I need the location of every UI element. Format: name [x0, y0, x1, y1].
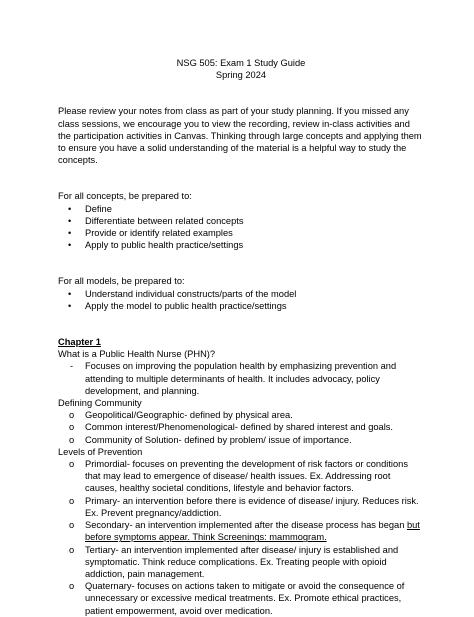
list-item: • Apply the model to public health practice/settings [58, 300, 424, 312]
list-item: • Apply to public health practice/settings [58, 239, 424, 251]
spacer [58, 312, 424, 324]
circle-bullet-icon: o [69, 544, 75, 555]
list-item: • Understand individual constructs/parts of the model [58, 288, 424, 300]
circle-bullet-icon: o [69, 495, 75, 506]
concepts-list [58, 203, 424, 252]
list-item: o Geopolitical/Geographic- defined by physical area. [69, 410, 293, 421]
community-heading: Defining Community [58, 398, 142, 409]
list-item: o Common interest/Phenomenological- defined by shared interest and goals. [69, 422, 394, 433]
underlined-text: but before symptoms appear. Think Screenings: mammogram. [85, 520, 420, 543]
circle-bullet-icon: o [69, 434, 75, 445]
models-list [58, 288, 424, 312]
circle-bullet-icon: o [69, 459, 75, 470]
title-block [58, 57, 424, 81]
prevention-heading: Levels of Prevention [58, 446, 143, 457]
list-item: o Community of Solution- defined by problem/ issue of importance. [69, 434, 352, 445]
intro-paragraph: Please review your notes from class as part of your study planning. If you missed any class sessions, we encourage you to view the recording, review in-class activities and the participation activities in Canvas. Thinking through large concepts and applying them to ensure you have a solid understanding of the material is a helpful way to study the concepts. [58, 106, 422, 166]
circle-bullet-icon: o [69, 581, 75, 592]
phn-question: What is a Public Health Nurse (PHN)? [58, 349, 216, 360]
list-item: o Primary- an intervention before there is evidence of disease/ injury. Reduces risk. Ex. Prevent pregnancy/addiction. [69, 495, 419, 518]
phn-answer-list [58, 360, 424, 397]
spacer [58, 251, 424, 263]
list-item: o Primordial- focuses on preventing the development of risk factors or conditions that may lead to emergence of disease/ health issues. Ex. Addressing root causes, healthy societal conditions, lifestyle and behavior factors. [69, 459, 408, 494]
circle-bullet-icon: o [69, 410, 75, 421]
list-item: o Quaternary- focuses on actions taken to mitigate or avoid the consequence of unnecessary or excessive medical treatments. Ex. Promote ethical practices, patient empowerment, avoid over medication. [69, 581, 405, 616]
chapter-heading: Chapter 1 [58, 337, 101, 348]
circle-bullet-icon: o [69, 422, 75, 433]
list-item: • Provide or identify related examples [58, 227, 424, 239]
circle-bullet-icon: o [69, 520, 75, 531]
community-list [58, 409, 424, 446]
list-item: • Define [58, 203, 424, 215]
document-title: NSG 505: Exam 1 Study Guide [176, 58, 306, 68]
list-item: - Focuses on improving the population health by emphasizing prevention and attending to multiple determinants of health. It includes advocacy, policy development, and planning. [58, 360, 424, 397]
prevention-list [58, 458, 424, 617]
list-item: • Differentiate between related concepts [58, 215, 424, 227]
document-term: Spring 2024 [215, 70, 267, 81]
spacer [58, 263, 424, 275]
spacer [58, 324, 424, 336]
list-item: o Tertiary- an intervention implemented after disease/ injury is established and symptomatic. Think reduce complications. Ex. Treating people with opioid addiction, pain management. [69, 544, 399, 579]
concepts-lead: For all concepts, be prepared to: [58, 191, 192, 202]
models-lead: For all models, be prepared to: [58, 276, 185, 287]
list-item: o Secondary- an intervention implemented after the disease process has began but before symptoms appear. Think Screenings: mammogram. [69, 520, 420, 543]
